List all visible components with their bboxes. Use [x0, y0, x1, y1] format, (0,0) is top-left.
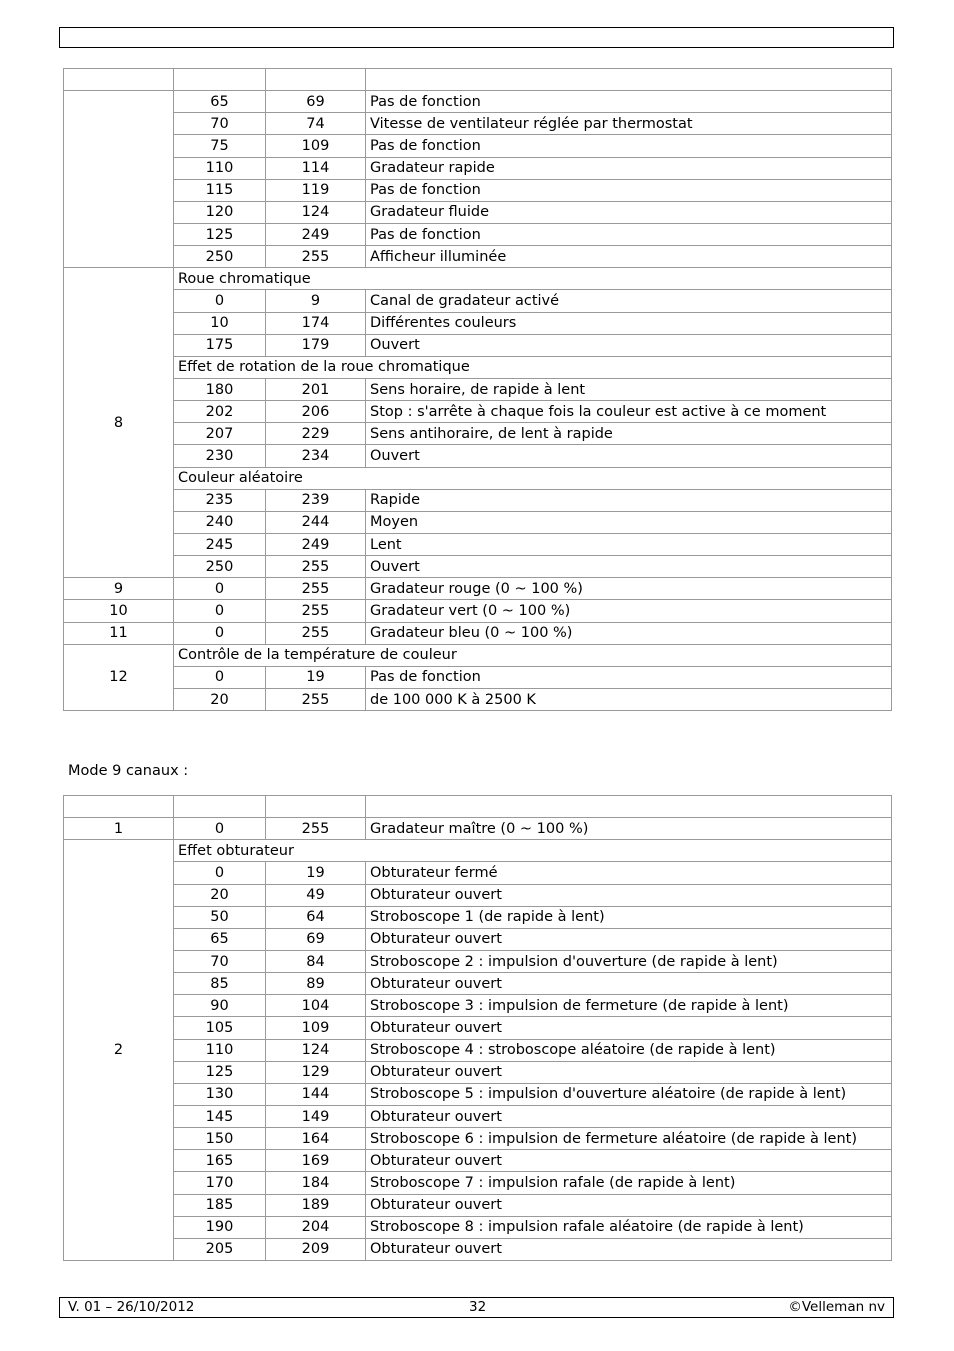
table-row: [64, 995, 892, 1017]
dmx-channel-table-9ch: [63, 795, 892, 1261]
table-row: [64, 423, 892, 445]
range-from: 0: [174, 862, 266, 884]
function-desc: Ouvert: [366, 556, 892, 578]
range-from: 125: [174, 223, 266, 245]
table-row: [64, 1172, 892, 1194]
range-to: 249: [266, 533, 366, 555]
section-title: Effet obturateur: [174, 840, 892, 862]
range-to: 189: [266, 1194, 366, 1216]
function-desc: Afficheur illuminée: [366, 246, 892, 268]
page-footer: [59, 1297, 894, 1318]
table-row: [64, 906, 892, 928]
table-row: [64, 1194, 892, 1216]
table-row: [64, 312, 892, 334]
channel-cell: 11: [64, 622, 174, 644]
range-to: 174: [266, 312, 366, 334]
channel-cell: 1: [64, 818, 174, 840]
range-to: 129: [266, 1061, 366, 1083]
range-from: 175: [174, 334, 266, 356]
range-from: 180: [174, 378, 266, 400]
range-from: 70: [174, 950, 266, 972]
function-desc: Stroboscope 8 : impulsion rafale aléatoire (de rapide à lent): [366, 1216, 892, 1238]
function-desc: Obturateur fermé: [366, 862, 892, 884]
function-desc: Obturateur ouvert: [366, 1105, 892, 1127]
range-to: 49: [266, 884, 366, 906]
channel-cell: 8: [64, 268, 174, 578]
function-desc: Obturateur ouvert: [366, 973, 892, 995]
section-row: [64, 644, 892, 666]
function-desc: Ouvert: [366, 445, 892, 467]
function-desc: Obturateur ouvert: [366, 1017, 892, 1039]
range-from: 190: [174, 1216, 266, 1238]
header-row: [64, 69, 892, 91]
range-to: 179: [266, 334, 366, 356]
range-from: 250: [174, 246, 266, 268]
table-row: [64, 862, 892, 884]
function-desc: Obturateur ouvert: [366, 1194, 892, 1216]
channel-cell: [64, 91, 174, 268]
section-row: [64, 467, 892, 489]
range-from: 0: [174, 578, 266, 600]
range-from: 65: [174, 928, 266, 950]
table-row: [64, 378, 892, 400]
header-cell: [366, 796, 892, 818]
range-to: 69: [266, 91, 366, 113]
function-desc: Stroboscope 7 : impulsion rafale (de rapide à lent): [366, 1172, 892, 1194]
table-row: [64, 290, 892, 312]
range-from: 145: [174, 1105, 266, 1127]
range-to: 249: [266, 223, 366, 245]
range-from: 207: [174, 423, 266, 445]
table-row: [64, 1150, 892, 1172]
range-from: 125: [174, 1061, 266, 1083]
function-desc: Moyen: [366, 511, 892, 533]
table-row: [64, 928, 892, 950]
function-desc: Gradateur fluide: [366, 201, 892, 223]
header-cell: [366, 69, 892, 91]
channel-cell: 12: [64, 644, 174, 710]
header-cell: [64, 796, 174, 818]
function-desc: Pas de fonction: [366, 223, 892, 245]
range-to: 184: [266, 1172, 366, 1194]
range-to: 234: [266, 445, 366, 467]
function-desc: Gradateur rouge (0 ~ 100 %): [366, 578, 892, 600]
table-row: [64, 1105, 892, 1127]
table-row: [64, 401, 892, 423]
function-desc: Différentes couleurs: [366, 312, 892, 334]
table-row: [64, 1238, 892, 1260]
range-from: 70: [174, 113, 266, 135]
range-to: 74: [266, 113, 366, 135]
table-row: [64, 578, 892, 600]
table-row: [64, 179, 892, 201]
channel-cell: 9: [64, 578, 174, 600]
range-from: 85: [174, 973, 266, 995]
range-to: 239: [266, 489, 366, 511]
function-desc: Stroboscope 5 : impulsion d'ouverture aléatoire (de rapide à lent): [366, 1083, 892, 1105]
range-from: 110: [174, 157, 266, 179]
range-to: 84: [266, 950, 366, 972]
section-title: Contrôle de la température de couleur: [174, 644, 892, 666]
range-to: 149: [266, 1105, 366, 1127]
table-row: [64, 223, 892, 245]
range-from: 165: [174, 1150, 266, 1172]
function-desc: Gradateur bleu (0 ~ 100 %): [366, 622, 892, 644]
range-to: 255: [266, 622, 366, 644]
range-to: 104: [266, 995, 366, 1017]
range-to: 255: [266, 556, 366, 578]
header-cell: [174, 796, 266, 818]
table-row: [64, 489, 892, 511]
table-row: [64, 556, 892, 578]
table-body: [64, 796, 892, 1261]
range-to: 206: [266, 401, 366, 423]
table-row: [64, 445, 892, 467]
function-desc: Stroboscope 4 : stroboscope aléatoire (de rapide à lent): [366, 1039, 892, 1061]
range-from: 205: [174, 1238, 266, 1260]
function-desc: de 100 000 K à 2500 K: [366, 688, 892, 710]
range-to: 89: [266, 973, 366, 995]
range-from: 120: [174, 201, 266, 223]
header-cell: [266, 69, 366, 91]
range-from: 75: [174, 135, 266, 157]
range-from: 20: [174, 688, 266, 710]
range-to: 124: [266, 1039, 366, 1061]
table-row: [64, 334, 892, 356]
function-desc: Gradateur vert (0 ~ 100 %): [366, 600, 892, 622]
table-row: [64, 884, 892, 906]
range-from: 115: [174, 179, 266, 201]
range-from: 105: [174, 1017, 266, 1039]
range-to: 169: [266, 1150, 366, 1172]
function-desc: Gradateur rapide: [366, 157, 892, 179]
function-desc: Stroboscope 3 : impulsion de fermeture (de rapide à lent): [366, 995, 892, 1017]
function-desc: Pas de fonction: [366, 666, 892, 688]
function-desc: Ouvert: [366, 334, 892, 356]
range-from: 0: [174, 290, 266, 312]
range-from: 245: [174, 533, 266, 555]
range-to: 255: [266, 600, 366, 622]
footer-page-number: 32: [469, 1299, 487, 1315]
header-cell: [174, 69, 266, 91]
table-row: [64, 91, 892, 113]
function-desc: Vitesse de ventilateur réglée par thermostat: [366, 113, 892, 135]
range-to: 204: [266, 1216, 366, 1238]
function-desc: Gradateur maître (0 ~ 100 %): [366, 818, 892, 840]
range-to: 9: [266, 290, 366, 312]
section-row: [64, 840, 892, 862]
function-desc: Pas de fonction: [366, 91, 892, 113]
range-from: 65: [174, 91, 266, 113]
range-from: 202: [174, 401, 266, 423]
section-row: [64, 356, 892, 378]
range-from: 185: [174, 1194, 266, 1216]
function-desc: Sens antihoraire, de lent à rapide: [366, 423, 892, 445]
table-row: [64, 1061, 892, 1083]
range-to: 109: [266, 135, 366, 157]
range-to: 109: [266, 1017, 366, 1039]
range-from: 90: [174, 995, 266, 1017]
mode-label: Mode 9 canaux :: [68, 763, 189, 779]
range-to: 119: [266, 179, 366, 201]
table-row: [64, 1216, 892, 1238]
section-title: Effet de rotation de la roue chromatique: [174, 356, 892, 378]
range-from: 240: [174, 511, 266, 533]
range-to: 244: [266, 511, 366, 533]
range-to: 64: [266, 906, 366, 928]
range-to: 19: [266, 666, 366, 688]
table-row: [64, 1017, 892, 1039]
range-from: 10: [174, 312, 266, 334]
header-cell: [266, 796, 366, 818]
table-row: [64, 688, 892, 710]
table-row: [64, 1128, 892, 1150]
function-desc: Pas de fonction: [366, 179, 892, 201]
table-row: [64, 246, 892, 268]
range-from: 50: [174, 906, 266, 928]
range-to: 255: [266, 246, 366, 268]
function-desc: Lent: [366, 533, 892, 555]
range-to: 255: [266, 818, 366, 840]
range-from: 170: [174, 1172, 266, 1194]
function-desc: Stroboscope 6 : impulsion de fermeture aléatoire (de rapide à lent): [366, 1128, 892, 1150]
section-title: Couleur aléatoire: [174, 467, 892, 489]
function-desc: Stroboscope 2 : impulsion d'ouverture (de rapide à lent): [366, 950, 892, 972]
range-to: 114: [266, 157, 366, 179]
range-to: 124: [266, 201, 366, 223]
section-title: Roue chromatique: [174, 268, 892, 290]
range-from: 0: [174, 600, 266, 622]
table-row: [64, 1039, 892, 1061]
header-cell: [64, 69, 174, 91]
table-row: [64, 600, 892, 622]
range-from: 250: [174, 556, 266, 578]
page-header-box: [59, 27, 894, 48]
range-to: 201: [266, 378, 366, 400]
table-row: [64, 973, 892, 995]
function-desc: Rapide: [366, 489, 892, 511]
range-to: 164: [266, 1128, 366, 1150]
table-row: [64, 818, 892, 840]
range-to: 209: [266, 1238, 366, 1260]
table-row: [64, 113, 892, 135]
table-row: [64, 157, 892, 179]
range-from: 110: [174, 1039, 266, 1061]
channel-cell: 2: [64, 840, 174, 1261]
range-to: 255: [266, 688, 366, 710]
function-desc: Obturateur ouvert: [366, 1150, 892, 1172]
function-desc: Obturateur ouvert: [366, 884, 892, 906]
footer-copyright: ©Velleman nv: [788, 1299, 885, 1315]
section-row: [64, 268, 892, 290]
range-from: 0: [174, 818, 266, 840]
table-row: [64, 1083, 892, 1105]
table-row: [64, 511, 892, 533]
range-to: 229: [266, 423, 366, 445]
range-from: 20: [174, 884, 266, 906]
table-row: [64, 950, 892, 972]
range-to: 144: [266, 1083, 366, 1105]
range-to: 255: [266, 578, 366, 600]
dmx-channel-table: [63, 68, 892, 711]
function-desc: Obturateur ouvert: [366, 1238, 892, 1260]
table-row: [64, 666, 892, 688]
table-row: [64, 135, 892, 157]
function-desc: Canal de gradateur activé: [366, 290, 892, 312]
table-row: [64, 533, 892, 555]
range-from: 230: [174, 445, 266, 467]
range-from: 150: [174, 1128, 266, 1150]
range-from: 130: [174, 1083, 266, 1105]
range-from: 0: [174, 666, 266, 688]
function-desc: Pas de fonction: [366, 135, 892, 157]
table-row: [64, 201, 892, 223]
footer-version: V. 01 – 26/10/2012: [68, 1299, 195, 1315]
range-to: 69: [266, 928, 366, 950]
table-row: [64, 622, 892, 644]
table-body: [64, 69, 892, 711]
channel-cell: 10: [64, 600, 174, 622]
function-desc: Stroboscope 1 (de rapide à lent): [366, 906, 892, 928]
range-to: 19: [266, 862, 366, 884]
range-from: 235: [174, 489, 266, 511]
function-desc: Stop : s'arrête à chaque fois la couleur est active à ce moment: [366, 401, 892, 423]
function-desc: Obturateur ouvert: [366, 1061, 892, 1083]
function-desc: Sens horaire, de rapide à lent: [366, 378, 892, 400]
range-from: 0: [174, 622, 266, 644]
function-desc: Obturateur ouvert: [366, 928, 892, 950]
header-row: [64, 796, 892, 818]
